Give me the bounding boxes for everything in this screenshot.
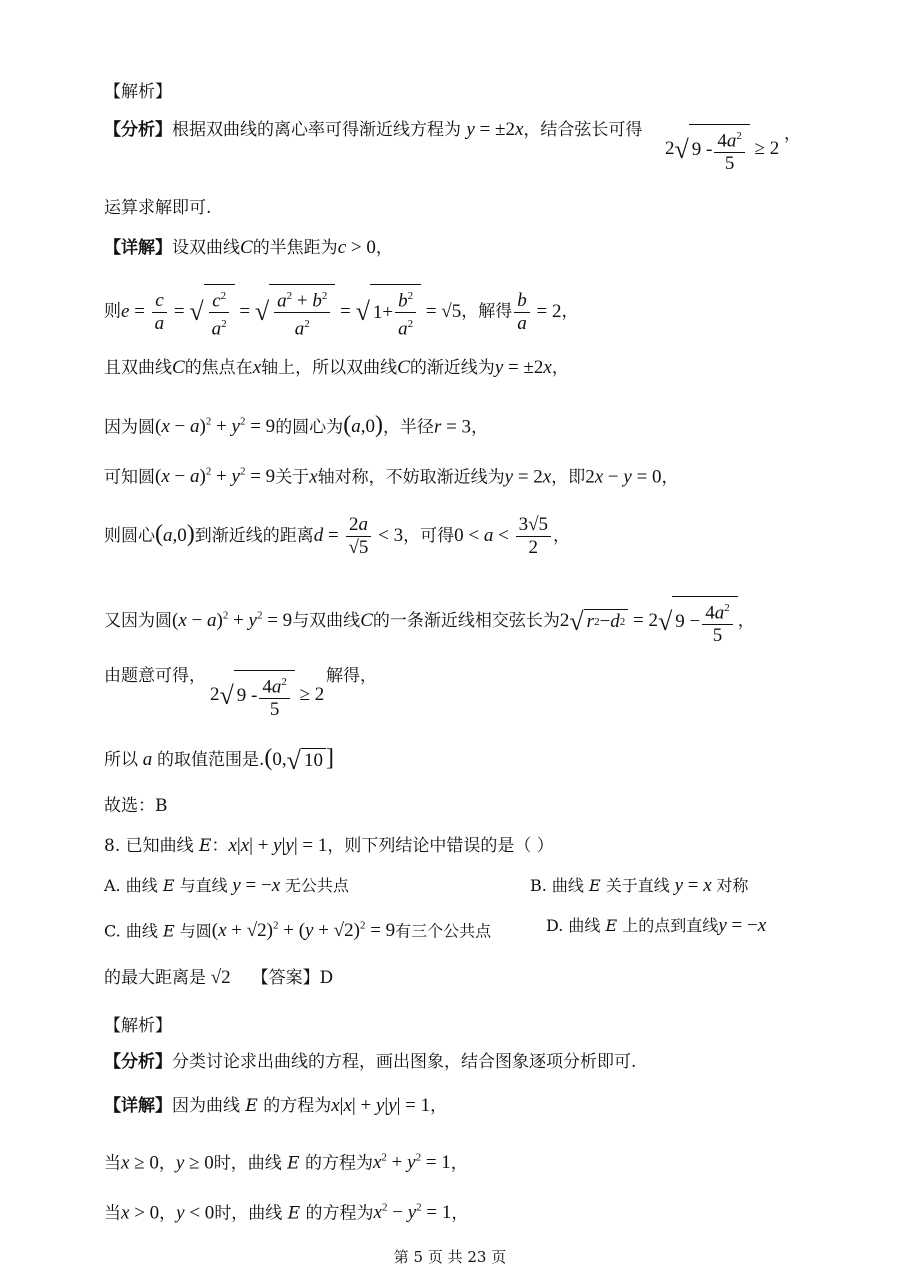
text: 的方程为 [263,1096,332,1116]
analysis-1-comma: ， [784,124,801,144]
text: 因为曲线 [172,1096,240,1116]
detail-1-line8-formula: 2 √ 9 - $\frac{4a^2}{5}$ ≥ 2 [210,670,324,721]
text: 所以 [104,750,138,770]
text: 的方程为 [305,1203,374,1224]
analysis-2-line [104,1050,636,1074]
detail-2-line3: 当x > 0，y < 0时，曲线 E 的方程为$x^2 - y^2 = 1$， [104,1202,469,1224]
text: 分类讨论求出曲线的方程，画出图象，结合图象逐项分析即可. [172,1052,637,1072]
text: ，解得 [461,301,513,322]
option-b: B. 曲线 E 关于直线 y = x 对称 [530,875,749,896]
detail-2-line2: 当x ≥ 0，y ≥ 0时，曲线 E 的方程为$x^2 + y^2 = 1$， [104,1152,468,1174]
text: 的圆心为 [275,417,344,438]
text: B. 曲线 [530,876,584,895]
answer-label: 【答案】D [251,968,334,988]
option-d-cont: 的最大距离是 √2 【答案】D [104,967,334,988]
text: 到渐近线的距离 [194,525,314,546]
text: D. 曲线 [546,916,601,935]
text: 当 [104,1153,121,1174]
analysis-1-end: 运算求解即可. [104,198,212,218]
text: 轴对称，不妨取渐近线为 [317,467,505,488]
page-footer: 第 5 页 共 23 页 [393,1248,507,1266]
text: 当 [104,1203,121,1224]
detail-1-line5: 可知圆$(x - a)^2 + y^2 = 9$关于x轴对称，不妨取渐近线为y = 2x，即2x − y = 0， [104,466,679,488]
analysis-label: 【分析】 [104,120,172,140]
analysis-text-b: ，结合弦长可得 [523,120,643,140]
text: 且双曲线 [104,358,172,378]
text: 的渐近线为 [409,358,495,378]
section-analysis-1: 【解析】 [104,82,172,102]
option-a: A. 曲线 E 与直线 y = −x 无公共点 [104,875,349,896]
detail-1-line10: 故选：B [104,796,168,816]
question-8-stem: 8. 已知曲线 E：x|x| + y|y| = 1，则下列结论中错误的是（ ） [104,835,554,856]
text: 的焦点在 [184,358,253,378]
text: 因为圆 [104,417,155,438]
text: 时，曲线 [213,1153,282,1174]
analysis-label: 【分析】 [104,1052,172,1072]
text: 与双曲线 [292,611,361,632]
detail-2-line1: 【详解】因为曲线 E 的方程为x|x| + y|y| = 1， [104,1095,448,1116]
text: 轴上，所以双曲线 [261,358,398,378]
text: 对称 [716,876,749,895]
text: 上的点到直线 [622,916,719,935]
detail-1-line6: 则圆心(a,0)到渐近线的距离d = $\frac{2a}{√5}$ < 3，可得0 < a < $\frac{3√5}{2}$ ， [104,514,570,558]
text: 时，曲线 [214,1203,283,1224]
analysis-1-line: 【分析】根据双曲线的离心率可得渐近线方程为 y = ±2x，结合弦长可得 [104,119,643,140]
text: 关于直线 [605,876,670,895]
detail-1-line8-b: 解得， [326,666,377,686]
detail-1-line8: 由题意可得， [104,666,206,686]
text: ，半径 [382,417,434,438]
text: 与直线 [179,876,228,895]
text: 无公共点 [284,876,349,895]
text: 的一条渐近线相交弦长为 [372,611,560,632]
detail-1-line9: 所以 a 的取值范围是.(0, √ 10 ] [104,745,334,775]
text: 又因为圆 [104,611,172,632]
text: ，可得 [403,525,455,546]
text: 有三个公共点 [395,921,492,941]
detail-1-line7: 又因为圆$(x - a)^2 + y^2 = 9$与双曲线C的一条渐近线相交弦长为2 √ r 2 − d 2 = 2 √ 9 − $\frac{4a^2}{5}$ ， [104,596,755,647]
text: 的方程为 [304,1153,373,1174]
option-c: C. 曲线 E 与圆$(x + √2)^2 + (y + √2)^2 = 9$有三个公共点 [104,920,492,942]
detail-1-line1: 【详解】设双曲线C的半焦距为c > 0， [104,237,393,258]
detail-1-line2: 则e = $\frac{c}{a}$ = √ $\frac{c^2}{a^2}$ = √ $\frac{a^2 + b^2}{a^2}$ = √ 1+ $\frac{b^2}{a^2}$ = √5，解得 $\frac{b}{a}$ = 2， [104,284,578,341]
detail-label: 【详解】 [104,1096,172,1116]
detail-1-line4: 因为圆$(x - a)^2 + y^2 = 9$的圆心为(a,0)，半径r = 3， [104,412,489,439]
text: ，即 [551,467,586,488]
text: C. 曲线 [104,921,158,941]
text: 则 [104,301,121,322]
text: 的最大距离是 [104,968,206,988]
text: 设双曲线 [172,238,240,258]
text: 的取值范围是. [157,750,265,770]
section-analysis-2: 【解析】 [104,1016,172,1036]
text: 8. 已知曲线 [104,836,194,856]
option-d: D. 曲线 E 上的点到直线y = −x [546,915,767,936]
text: 的半焦距为 [252,238,338,258]
detail-label: 【详解】 [104,238,172,258]
analysis-text: 根据双曲线的离心率可得渐近线方程为 [172,120,461,140]
text: 与圆 [179,921,212,941]
analysis-1-formula: 2 √ 9 - $\frac{4a^2}{5}$ ≥ 2 [665,124,779,175]
text: A. 曲线 [104,876,158,895]
text: 关于 [275,467,310,488]
detail-1-line3: 且双曲线C的焦点在x轴上，所以双曲线C的渐近线为y = ±2x， [104,357,569,378]
text: ，则下列结论中错误的是（ ） [327,836,554,856]
text: 则圆心 [104,525,155,546]
text: 可知圆 [104,467,155,488]
